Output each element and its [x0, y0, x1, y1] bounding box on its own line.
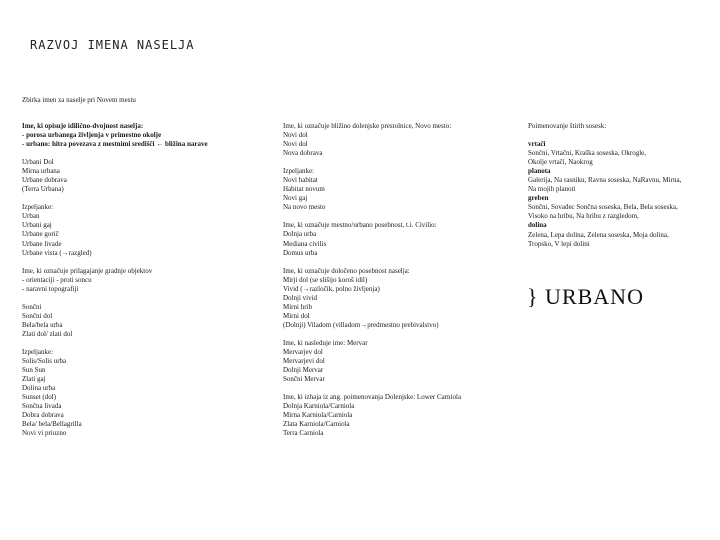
text-line: Novi dol — [283, 140, 308, 149]
text-line: Dolina urba — [22, 384, 56, 393]
text-line: Sun Sun — [22, 366, 46, 375]
text-line: Mirji dol (se slišijo koroš idil) — [283, 275, 368, 284]
text-line: Izpeljanke: — [283, 167, 315, 176]
column-left — [22, 122, 272, 438]
text-line: Visoko na hribu, Na hribu z razgledom, — [528, 212, 639, 221]
text-line: Mervarjevi dol — [283, 357, 325, 366]
text-line: Urbani Dol — [22, 158, 54, 167]
text-line: Novi dol — [283, 131, 308, 140]
text-line: Solis/Solis urba — [22, 356, 67, 365]
text-line: Zlata Karniola/Carniola — [283, 420, 350, 429]
text-line: Domus urba — [283, 248, 318, 257]
line-gap — [283, 212, 503, 221]
text-line: Sončni Mervar — [283, 375, 325, 384]
intro-text: Zbirka imen za naselje pri Novem mestu — [22, 96, 136, 104]
text-line: Poimenovanje štirih sosesk: — [528, 122, 607, 130]
text-line: Mirni dol — [283, 311, 310, 320]
text-line: Ime, ki označuje mestno/urbano posebnost, t.i. Civilio: — [283, 221, 437, 230]
text-line: Novi vi priuzno — [22, 429, 67, 438]
text-line: Izpeljanke: — [22, 203, 54, 212]
heading-line: vrtači — [528, 140, 546, 149]
heading-line: - urbano: hitra povezava z mestnimi središči ← bližina narave — [22, 140, 208, 149]
text-line: Na novo mesto — [283, 203, 326, 212]
heading-line: greben — [528, 194, 549, 203]
text-line: Urbane vista (→razgled) — [22, 248, 92, 257]
line-gap — [22, 149, 272, 158]
line-gap — [22, 339, 272, 348]
heading-line: dolina — [528, 221, 547, 230]
text-line: Mirni hrib — [283, 302, 312, 311]
text-line: Dolnji Mervar — [283, 366, 324, 375]
text-line: Urbani gaj — [22, 221, 52, 230]
text-line: Nova dobrava — [283, 149, 323, 158]
text-line: Urbane livade — [22, 239, 62, 248]
text-line: Mirna Karniola/Carniola — [283, 411, 353, 420]
text-line: Bela/ bela/Bellagrilla — [22, 420, 82, 429]
text-line: Zlati gaj — [22, 375, 46, 384]
text-line: Novi habitat — [283, 176, 318, 185]
line-gap — [528, 131, 718, 140]
text-line: Sončna livada — [22, 402, 62, 411]
text-line: Novi gaj — [283, 194, 308, 203]
line-gap — [283, 384, 503, 393]
line-gap — [22, 294, 272, 303]
text-line: Vivid (→razločik, polno življenja) — [283, 284, 380, 293]
text-line: Bela/bela urba — [22, 320, 63, 329]
line-gap — [283, 258, 503, 267]
page-title: RAZVOJ IMENA NASELJA — [30, 38, 195, 52]
text-line: Sončni, Sovadec Sončna soseska, Bela, Bela soseska, — [528, 203, 678, 212]
text-line: Urbane dobrava — [22, 176, 67, 185]
line-gap — [22, 258, 272, 267]
text-line: Mervarjev dol — [283, 347, 323, 356]
text-line: Dobra dobrava — [22, 411, 64, 420]
heading-line: planota — [528, 167, 551, 176]
text-line: Ime, ki označuje določeno posebnost naselja: — [283, 266, 410, 275]
text-line: Mediana civilis — [283, 239, 327, 248]
text-line: Habitat novum — [283, 185, 325, 194]
text-line: Tropsko, V lepi dolini — [528, 239, 590, 248]
heading-line: - porosa urbanega življenja v primestno okolje — [22, 131, 162, 140]
text-line: (Terra Urbana) — [22, 185, 64, 194]
text-line: Zlati dol/ zlati dol — [22, 329, 73, 338]
text-line: Izpeljanke: — [22, 347, 54, 356]
line-gap — [283, 330, 503, 339]
text-line: Terra Carniola — [283, 429, 324, 438]
column-right — [528, 122, 718, 249]
text-line: Ime, ki nasleduje ime: Mervar — [283, 338, 368, 347]
text-line: Na mojih planoti — [528, 185, 576, 194]
text-line: Urbane gorič — [22, 230, 59, 239]
text-line: Urban — [22, 212, 40, 221]
urbano-label: } URBANO — [527, 284, 644, 309]
heading-line: Ime, ki opisuje idilično-dvojnost naselja: — [22, 122, 144, 130]
text-line: Ime, ki označuje prilagajanje gradnje objektov — [22, 266, 153, 275]
text-line: - orientaciji - proti soncu — [22, 275, 92, 284]
text-line: (Dolnji) Viladom (villadom→predmestno prebivalstvo) — [283, 320, 439, 329]
text-line: - naravni topografiji — [22, 284, 79, 293]
text-line: Sončni — [22, 302, 42, 311]
text-line: Dolnji vivid — [283, 293, 318, 302]
text-line: Zelena, Lepa dolina, Zelena soseska, Moja dolina, — [528, 230, 669, 239]
line-gap — [22, 194, 272, 203]
text-line: Okolje vrtači, Naokrog — [528, 158, 593, 167]
text-line: Sončni dol — [22, 311, 53, 320]
column-middle — [283, 122, 503, 438]
text-line: Dolnja Karniola/Carniola — [283, 402, 355, 411]
text-line: Sončni, Vrtačni, Kraška soseska, Okrogle, — [528, 149, 647, 158]
text-line: Galerija, Na rasniku, Ravna soseska, NaRavnu, Mirna, — [528, 176, 682, 185]
text-line: Sunset (dol) — [22, 393, 57, 402]
text-line: Dolnja urba — [283, 230, 317, 239]
text-line: Ime, ki izhaja iz ang. poimenovanja Dolenjske: Lower Carniola — [283, 393, 462, 402]
text-line: Mirna urbana — [22, 167, 60, 176]
line-gap — [283, 158, 503, 167]
text-line: Ime, ki označuje bližino dolenjske prestolnice, Novo mesto: — [283, 122, 452, 130]
